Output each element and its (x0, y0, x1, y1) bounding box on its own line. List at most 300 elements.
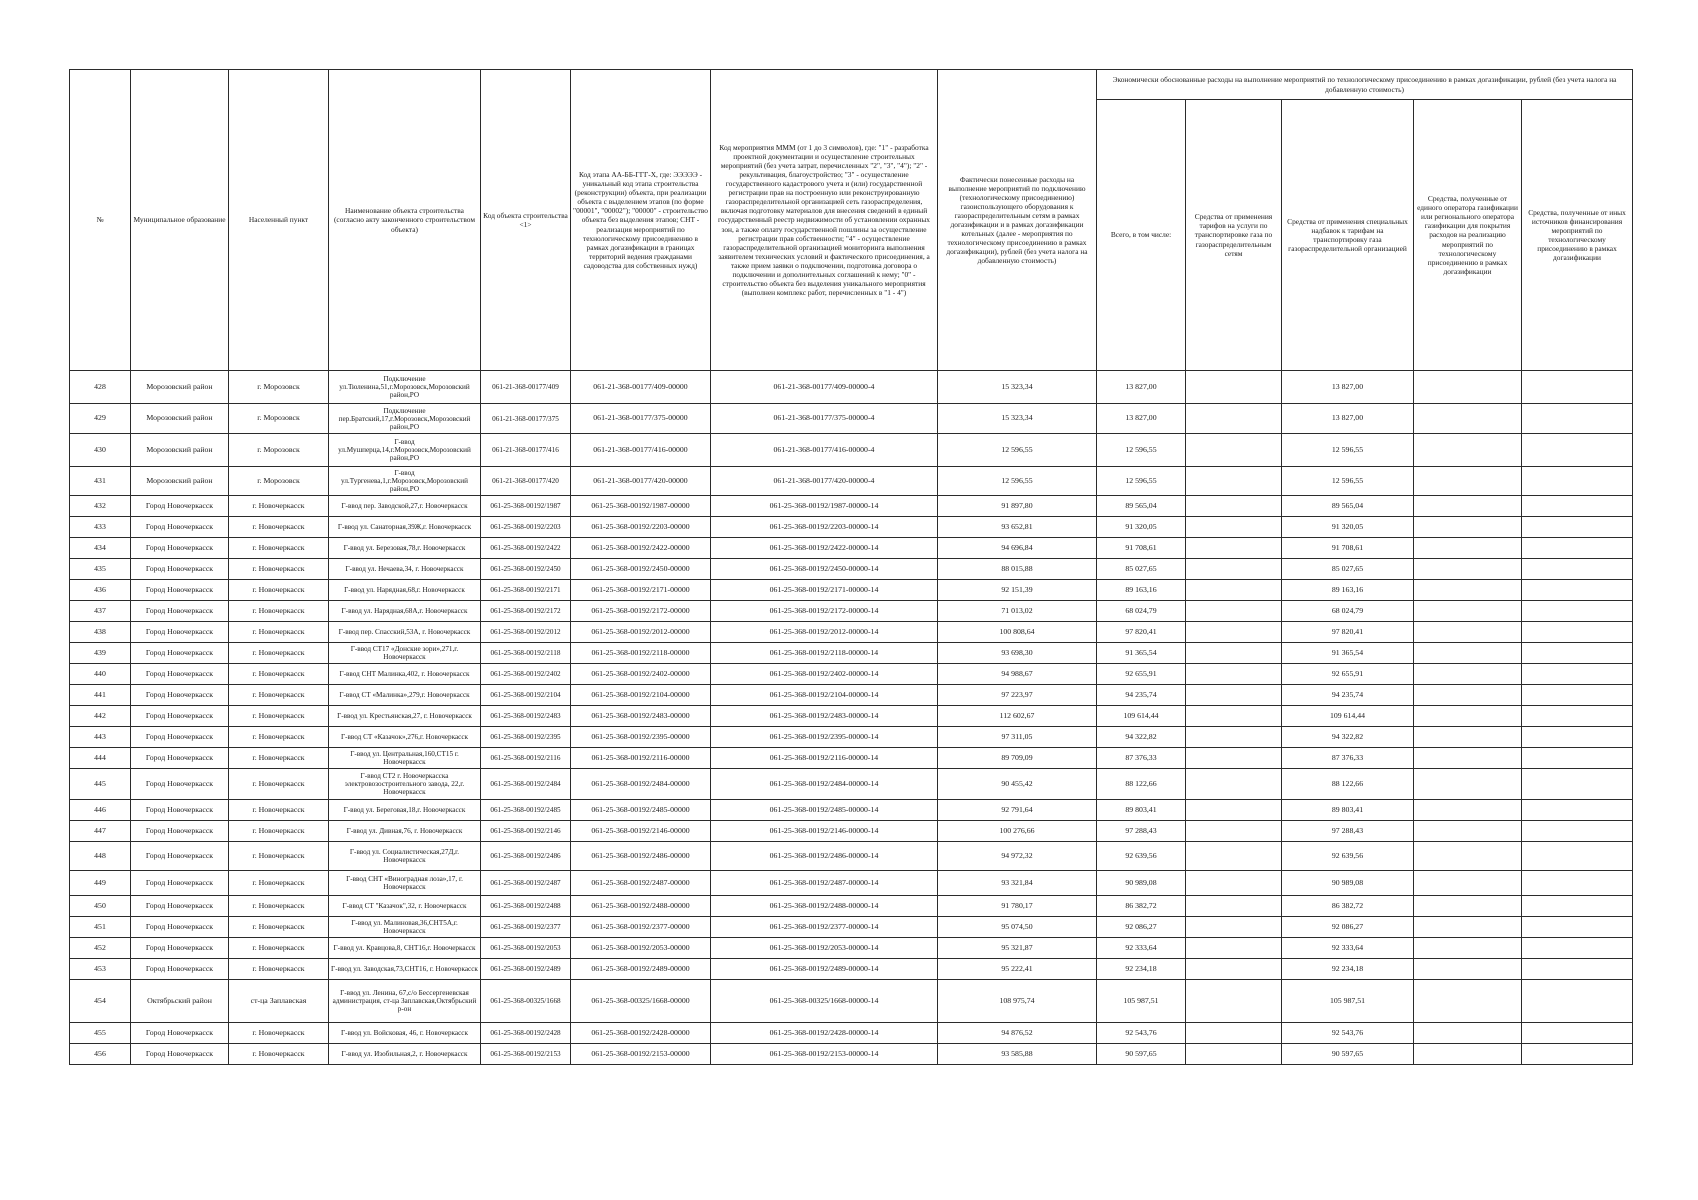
cell-settlement: г. Новочеркасск (229, 842, 329, 871)
cell-event-code: 061-25-368-00192/2171-00000-14 (711, 580, 938, 601)
cell-object-code: 061-25-368-00192/2484 (481, 769, 571, 800)
cell-total: 86 382,72 (1097, 896, 1186, 917)
cell-other (1522, 538, 1633, 559)
col-header-actual-costs: Фактически понесенные расходы на выполнение мероприятий по подключению (технологическому присоединению) газоиспользующего оборудования к газораспределительным сетям в рамках догазификации и в рамках догазификации котельных (далее - мероприятия по технологическому присоединению в рамках догазификации), рублей (без учета налога на добавленную стоимость) (938, 70, 1097, 371)
cell-actual-costs: 91 780,17 (938, 896, 1097, 917)
cell-surcharge: 94 322,82 (1282, 727, 1414, 748)
cell-no: 441 (70, 685, 131, 706)
cell-stage-code: 061-21-368-00177/420-00000 (571, 467, 711, 496)
cell-object-name: Г-ввод ул. Нечаева,34, г. Новочеркасск (329, 559, 481, 580)
table-row (70, 559, 1633, 580)
cell-object-name: Г-ввод ул. Нарядная,68,г. Новочеркасск (329, 580, 481, 601)
cell-settlement: г. Новочеркасск (229, 706, 329, 727)
table-row (70, 980, 1633, 1023)
col-header-stage-code: Код этапа АА-ББ-ГГГ-Х, где: ЭЭЭЭЭ - уникальный код этапа строительства (реконструкции) объекта, при реализации объекта с выделением этапов (по форме "00001", "00002"); "00000" - строительство объекта без выделения этапов; СНТ - реализация мероприятий по технологическому присоединению в рамках догазификации в границах территорий ведения гражданами садоводства для собственных нужд) (571, 70, 711, 371)
cell-operator (1414, 580, 1522, 601)
cell-municipality: Город Новочеркасск (131, 622, 229, 643)
cell-total: 88 122,66 (1097, 769, 1186, 800)
cell-other (1522, 748, 1633, 769)
cell-surcharge: 92 543,76 (1282, 1023, 1414, 1044)
cell-object-name: Г-ввод ул. Кравцова,8, СНТ16,г. Новочеркасск (329, 938, 481, 959)
cell-event-code: 061-25-368-00192/2422-00000-14 (711, 538, 938, 559)
cell-no: 456 (70, 1044, 131, 1065)
cell-actual-costs: 15 323,34 (938, 371, 1097, 404)
cell-operator (1414, 404, 1522, 434)
cell-surcharge: 13 827,00 (1282, 371, 1414, 404)
cell-tariff (1186, 706, 1282, 727)
cell-no: 452 (70, 938, 131, 959)
cell-stage-code: 061-25-368-00192/2485-00000 (571, 800, 711, 821)
cell-operator (1414, 538, 1522, 559)
cell-object-name: Г-ввод СТ "Казачок",32, г. Новочеркасск (329, 896, 481, 917)
cell-event-code: 061-25-368-00192/2153-00000-14 (711, 1044, 938, 1065)
cell-tariff (1186, 601, 1282, 622)
cell-total: 91 708,61 (1097, 538, 1186, 559)
cell-surcharge: 97 288,43 (1282, 821, 1414, 842)
cell-total: 68 024,79 (1097, 601, 1186, 622)
cell-other (1522, 601, 1633, 622)
cell-actual-costs: 94 876,52 (938, 1023, 1097, 1044)
connection-costs-table (69, 69, 1633, 1065)
col-header-event-code: Код мероприятия МММ (от 1 до 3 символов), где: "1" - разработка проектной документации и осуществление строительных мероприятий (без учета затрат, перечисленных "2", "3", "4"); "2" - рекультивация, благоустройство; "3" - осуществление государственного кадастрового учета и (или) государственной регистрации прав на построенную или реконструированную газораспределительной организацией сеть газораспределения, включая подготовку материалов для внесения сведений в единый государственный реестр недвижимости об установлении охранных зон, а также оплату государственной пошлины за осуществление регистрации прав собственности; "4" - осуществление газораспределительной организацией мониторинга выполнения заявителем технических условий и фактического присоединения, а также прием заявки о подключении, подготовка договора о подключении и дополнительных соглашений к нему; "0" - строительство объекта без выделения уникального мероприятия (выполнен комплекс работ, перечисленных в "1 - 4") (711, 70, 938, 371)
cell-settlement: г. Новочеркасск (229, 959, 329, 980)
cell-stage-code: 061-25-368-00192/2395-00000 (571, 727, 711, 748)
cell-tariff (1186, 496, 1282, 517)
cell-municipality: Город Новочеркасск (131, 938, 229, 959)
cell-no: 431 (70, 467, 131, 496)
cell-object-name: Г-ввод ул. Изобильная,2, г. Новочеркасск (329, 1044, 481, 1065)
cell-other (1522, 727, 1633, 748)
cell-settlement: г. Новочеркасск (229, 1044, 329, 1065)
cell-tariff (1186, 917, 1282, 938)
table-row (70, 800, 1633, 821)
cell-object-name: Г-ввод ул. Заводская,73,СНТ16, г. Новочеркасск (329, 959, 481, 980)
cell-surcharge: 92 655,91 (1282, 664, 1414, 685)
cell-settlement: г. Новочеркасск (229, 821, 329, 842)
cell-event-code: 061-25-368-00192/2104-00000-14 (711, 685, 938, 706)
cell-other (1522, 1023, 1633, 1044)
cell-settlement: г. Новочеркасск (229, 800, 329, 821)
cell-object-name: Г-ввод пер. Спасский,53А, г. Новочеркасск (329, 622, 481, 643)
cell-operator (1414, 769, 1522, 800)
cell-object-code: 061-25-368-00192/2104 (481, 685, 571, 706)
table-row (70, 727, 1633, 748)
cell-no: 449 (70, 871, 131, 896)
table-body (70, 371, 1633, 1065)
cell-actual-costs: 97 311,05 (938, 727, 1097, 748)
table-row (70, 917, 1633, 938)
cell-other (1522, 896, 1633, 917)
cell-no: 428 (70, 371, 131, 404)
cell-no: 439 (70, 643, 131, 664)
cell-object-name: Г-ввод ул. Нарядная,68А,г. Новочеркасск (329, 601, 481, 622)
cell-object-name: Г-ввод ул. Социалистическая,27Д,г. Новочеркасск (329, 842, 481, 871)
col-header-object-code: Код объекта строительства <1> (481, 70, 571, 371)
table-row (70, 769, 1633, 800)
cell-event-code: 061-25-368-00192/2395-00000-14 (711, 727, 938, 748)
cell-no: 443 (70, 727, 131, 748)
cell-other (1522, 800, 1633, 821)
cell-object-code: 061-25-368-00192/2116 (481, 748, 571, 769)
cell-actual-costs: 95 321,87 (938, 938, 1097, 959)
cell-settlement: г. Новочеркасск (229, 517, 329, 538)
cell-tariff (1186, 467, 1282, 496)
cell-municipality: Город Новочеркасск (131, 871, 229, 896)
cell-event-code: 061-25-368-00192/2483-00000-14 (711, 706, 938, 727)
document-sheet (69, 69, 1632, 1065)
cell-actual-costs: 88 015,88 (938, 559, 1097, 580)
cell-object-name: Г-ввод СТ «Малинка»,279,г. Новочеркасск (329, 685, 481, 706)
cell-municipality: Город Новочеркасск (131, 800, 229, 821)
cell-surcharge: 90 597,65 (1282, 1044, 1414, 1065)
cell-event-code: 061-25-368-00192/2488-00000-14 (711, 896, 938, 917)
cell-other (1522, 959, 1633, 980)
cell-object-code: 061-25-368-00192/2487 (481, 871, 571, 896)
cell-settlement: ст-ца Заплавская (229, 980, 329, 1023)
cell-municipality: Морозовский район (131, 434, 229, 467)
cell-event-code: 061-25-368-00192/2485-00000-14 (711, 800, 938, 821)
cell-object-code: 061-25-368-00192/2422 (481, 538, 571, 559)
cell-other (1522, 706, 1633, 727)
cell-object-name: Г-ввод СНТ «Виноградная лоза»,17, г. Новочеркасск (329, 871, 481, 896)
cell-municipality: Город Новочеркасск (131, 559, 229, 580)
col-header-total: Всего, в том числе: (1097, 100, 1186, 371)
cell-total: 97 820,41 (1097, 622, 1186, 643)
cell-operator (1414, 821, 1522, 842)
cell-stage-code: 061-21-368-00177/409-00000 (571, 371, 711, 404)
cell-stage-code: 061-21-368-00177/416-00000 (571, 434, 711, 467)
cell-total: 13 827,00 (1097, 404, 1186, 434)
cell-surcharge: 86 382,72 (1282, 896, 1414, 917)
cell-total: 94 235,74 (1097, 685, 1186, 706)
cell-event-code: 061-25-368-00192/2377-00000-14 (711, 917, 938, 938)
cell-surcharge: 92 639,56 (1282, 842, 1414, 871)
cell-operator (1414, 467, 1522, 496)
cell-municipality: Город Новочеркасск (131, 496, 229, 517)
cell-actual-costs: 94 988,67 (938, 664, 1097, 685)
cell-operator (1414, 748, 1522, 769)
cell-settlement: г. Новочеркасск (229, 917, 329, 938)
cell-municipality: Город Новочеркасск (131, 538, 229, 559)
cell-surcharge: 91 708,61 (1282, 538, 1414, 559)
cell-settlement: г. Новочеркасск (229, 559, 329, 580)
cell-settlement: г. Новочеркасск (229, 748, 329, 769)
table-row (70, 938, 1633, 959)
cell-actual-costs: 93 585,88 (938, 1044, 1097, 1065)
cell-surcharge: 97 820,41 (1282, 622, 1414, 643)
cell-settlement: г. Морозовск (229, 467, 329, 496)
cell-event-code: 061-25-368-00192/2118-00000-14 (711, 643, 938, 664)
cell-tariff (1186, 821, 1282, 842)
cell-stage-code: 061-25-368-00192/2484-00000 (571, 769, 711, 800)
cell-settlement: г. Морозовск (229, 371, 329, 404)
cell-operator (1414, 1044, 1522, 1065)
col-header-municipality: Муниципальное образование (131, 70, 229, 371)
cell-actual-costs: 108 975,74 (938, 980, 1097, 1023)
cell-operator (1414, 959, 1522, 980)
cell-object-code: 061-25-368-00192/2172 (481, 601, 571, 622)
cell-object-name: Г-ввод ул. Дивная,76, г. Новочеркасск (329, 821, 481, 842)
cell-municipality: Город Новочеркасск (131, 1023, 229, 1044)
cell-no: 433 (70, 517, 131, 538)
cell-stage-code: 061-25-368-00192/2487-00000 (571, 871, 711, 896)
cell-stage-code: 061-25-368-00192/2483-00000 (571, 706, 711, 727)
cell-stage-code: 061-25-368-00192/2118-00000 (571, 643, 711, 664)
cell-operator (1414, 706, 1522, 727)
cell-municipality: Морозовский район (131, 404, 229, 434)
cell-stage-code: 061-25-368-00192/2172-00000 (571, 601, 711, 622)
cell-settlement: г. Новочеркасск (229, 601, 329, 622)
cell-total: 92 543,76 (1097, 1023, 1186, 1044)
cell-settlement: г. Новочеркасск (229, 643, 329, 664)
table-row (70, 1044, 1633, 1065)
cell-operator (1414, 938, 1522, 959)
cell-object-name: Г-ввод СТ «Казачок»,276,г. Новочеркасск (329, 727, 481, 748)
cell-other (1522, 580, 1633, 601)
cell-municipality: Город Новочеркасск (131, 748, 229, 769)
cell-event-code: 061-25-368-00192/2486-00000-14 (711, 842, 938, 871)
cell-stage-code: 061-25-368-00192/2428-00000 (571, 1023, 711, 1044)
cell-object-code: 061-25-368-00192/2171 (481, 580, 571, 601)
cell-municipality: Город Новочеркасск (131, 685, 229, 706)
cell-municipality: Город Новочеркасск (131, 517, 229, 538)
cell-operator (1414, 496, 1522, 517)
cell-no: 440 (70, 664, 131, 685)
cell-no: 429 (70, 404, 131, 434)
cell-surcharge: 85 027,65 (1282, 559, 1414, 580)
cell-total: 89 803,41 (1097, 800, 1186, 821)
cell-operator (1414, 517, 1522, 538)
cell-tariff (1186, 371, 1282, 404)
cell-stage-code: 061-25-368-00192/2422-00000 (571, 538, 711, 559)
cell-stage-code: 061-25-368-00192/2488-00000 (571, 896, 711, 917)
cell-settlement: г. Новочеркасск (229, 580, 329, 601)
cell-total: 91 320,05 (1097, 517, 1186, 538)
cell-operator (1414, 871, 1522, 896)
cell-stage-code: 061-21-368-00177/375-00000 (571, 404, 711, 434)
cell-operator (1414, 643, 1522, 664)
cell-object-name: Подключение ул.Тюленина,51,г.Морозовск,Морозовский район,РО (329, 371, 481, 404)
cell-municipality: Город Новочеркасск (131, 821, 229, 842)
cell-municipality: Город Новочеркасск (131, 896, 229, 917)
cell-municipality: Город Новочеркасск (131, 727, 229, 748)
cell-tariff (1186, 643, 1282, 664)
cell-operator (1414, 685, 1522, 706)
cell-municipality: Октябрьский район (131, 980, 229, 1023)
table-row (70, 538, 1633, 559)
cell-municipality: Морозовский район (131, 467, 229, 496)
cell-stage-code: 061-25-368-00192/1987-00000 (571, 496, 711, 517)
cell-event-code: 061-25-368-00192/2116-00000-14 (711, 748, 938, 769)
cell-other (1522, 842, 1633, 871)
cell-surcharge: 13 827,00 (1282, 404, 1414, 434)
table-row (70, 467, 1633, 496)
cell-total: 92 639,56 (1097, 842, 1186, 871)
cell-total: 89 565,04 (1097, 496, 1186, 517)
cell-settlement: г. Новочеркасск (229, 769, 329, 800)
cell-settlement: г. Морозовск (229, 404, 329, 434)
cell-municipality: Город Новочеркасск (131, 706, 229, 727)
cell-no: 451 (70, 917, 131, 938)
cell-other (1522, 643, 1633, 664)
cell-operator (1414, 559, 1522, 580)
cell-actual-costs: 93 652,81 (938, 517, 1097, 538)
table-row (70, 371, 1633, 404)
cell-no: 453 (70, 959, 131, 980)
cell-total: 12 596,55 (1097, 467, 1186, 496)
cell-object-name: Г-ввод ул. Центральная,160,СТ15 г. Новочеркасск (329, 748, 481, 769)
col-header-economic-group: Экономически обоснованные расходы на выполнение мероприятий по технологическому присоединению в рамках догазификации, рублей (без учета налога на добавленную стоимость) (1097, 70, 1633, 100)
cell-actual-costs: 92 791,64 (938, 800, 1097, 821)
cell-surcharge: 12 596,55 (1282, 434, 1414, 467)
cell-actual-costs: 94 972,32 (938, 842, 1097, 871)
cell-event-code: 061-25-368-00192/2053-00000-14 (711, 938, 938, 959)
cell-other (1522, 622, 1633, 643)
cell-object-code: 061-25-368-00192/2489 (481, 959, 571, 980)
cell-object-name: Г-ввод ул. Малиновая,36,СНТ5А,г. Новочеркасск (329, 917, 481, 938)
cell-settlement: г. Новочеркасск (229, 685, 329, 706)
cell-no: 438 (70, 622, 131, 643)
table-row (70, 601, 1633, 622)
cell-object-code: 061-25-368-00192/2485 (481, 800, 571, 821)
cell-municipality: Город Новочеркасск (131, 643, 229, 664)
cell-object-name: Г-ввод ул. Береговая,18,г. Новочеркасск (329, 800, 481, 821)
cell-total: 92 333,64 (1097, 938, 1186, 959)
cell-tariff (1186, 1044, 1282, 1065)
cell-municipality: Город Новочеркасск (131, 917, 229, 938)
cell-total: 109 614,44 (1097, 706, 1186, 727)
cell-actual-costs: 100 276,66 (938, 821, 1097, 842)
cell-other (1522, 685, 1633, 706)
table-row (70, 896, 1633, 917)
cell-surcharge: 92 086,27 (1282, 917, 1414, 938)
cell-object-name: Г-ввод ул. Войсковая, 46, г. Новочеркасск (329, 1023, 481, 1044)
cell-settlement: г. Новочеркасск (229, 622, 329, 643)
cell-operator (1414, 727, 1522, 748)
cell-object-code: 061-25-368-00192/2488 (481, 896, 571, 917)
cell-surcharge: 105 987,51 (1282, 980, 1414, 1023)
table-row (70, 871, 1633, 896)
cell-stage-code: 061-25-368-00192/2104-00000 (571, 685, 711, 706)
cell-tariff (1186, 842, 1282, 871)
table-row (70, 517, 1633, 538)
cell-object-code: 061-21-368-00177/409 (481, 371, 571, 404)
cell-stage-code: 061-25-368-00192/2153-00000 (571, 1044, 711, 1065)
cell-settlement: г. Новочеркасск (229, 896, 329, 917)
cell-tariff (1186, 727, 1282, 748)
cell-event-code: 061-25-368-00192/2402-00000-14 (711, 664, 938, 685)
cell-operator (1414, 980, 1522, 1023)
cell-object-code: 061-25-368-00192/2428 (481, 1023, 571, 1044)
cell-no: 430 (70, 434, 131, 467)
cell-total: 94 322,82 (1097, 727, 1186, 748)
cell-other (1522, 1044, 1633, 1065)
cell-municipality: Город Новочеркасск (131, 769, 229, 800)
cell-actual-costs: 12 596,55 (938, 467, 1097, 496)
cell-total: 97 288,43 (1097, 821, 1186, 842)
cell-surcharge: 90 989,08 (1282, 871, 1414, 896)
cell-event-code: 061-21-368-00177/409-00000-4 (711, 371, 938, 404)
cell-surcharge: 68 024,79 (1282, 601, 1414, 622)
cell-tariff (1186, 517, 1282, 538)
cell-no: 454 (70, 980, 131, 1023)
cell-object-name: Г-ввод СТ17 «Донские зори»,271,г. Новочеркасск (329, 643, 481, 664)
cell-object-name: Г-ввод ул.Мушперца,14,г.Морозовск,Морозовский район,РО (329, 434, 481, 467)
cell-total: 12 596,55 (1097, 434, 1186, 467)
cell-stage-code: 061-25-368-00192/2171-00000 (571, 580, 711, 601)
cell-surcharge: 89 803,41 (1282, 800, 1414, 821)
cell-municipality: Город Новочеркасск (131, 580, 229, 601)
cell-object-code: 061-25-368-00192/2377 (481, 917, 571, 938)
cell-tariff (1186, 871, 1282, 896)
cell-tariff (1186, 1023, 1282, 1044)
cell-object-code: 061-25-368-00192/2012 (481, 622, 571, 643)
table-row (70, 664, 1633, 685)
cell-event-code: 061-25-368-00192/2172-00000-14 (711, 601, 938, 622)
cell-stage-code: 061-25-368-00192/2402-00000 (571, 664, 711, 685)
cell-total: 92 655,91 (1097, 664, 1186, 685)
cell-actual-costs: 93 321,84 (938, 871, 1097, 896)
cell-no: 446 (70, 800, 131, 821)
cell-tariff (1186, 748, 1282, 769)
cell-other (1522, 496, 1633, 517)
cell-object-name: Г-ввод СНТ Малинка,402, г. Новочеркасск (329, 664, 481, 685)
cell-surcharge: 109 614,44 (1282, 706, 1414, 727)
cell-stage-code: 061-25-368-00192/2489-00000 (571, 959, 711, 980)
cell-object-name: Г-ввод пер. Заводской,27,г. Новочеркасск (329, 496, 481, 517)
cell-other (1522, 404, 1633, 434)
cell-total: 87 376,33 (1097, 748, 1186, 769)
cell-settlement: г. Новочеркасск (229, 538, 329, 559)
cell-object-code: 061-25-368-00192/2053 (481, 938, 571, 959)
cell-actual-costs: 97 223,97 (938, 685, 1097, 706)
cell-actual-costs: 90 455,42 (938, 769, 1097, 800)
cell-object-name: Г-ввод ул. Ленина, 67,с/о Бессергеневская администрация, ст-ца Заплавская,Октябрьский р-он (329, 980, 481, 1023)
col-header-surcharge: Средства от применения специальных надбавок к тарифам на транспортировку газа газораспределительной организацией (1282, 100, 1414, 371)
col-header-settlement: Населенный пункт (229, 70, 329, 371)
cell-other (1522, 467, 1633, 496)
cell-event-code: 061-21-368-00177/420-00000-4 (711, 467, 938, 496)
cell-actual-costs: 95 074,50 (938, 917, 1097, 938)
table-row (70, 959, 1633, 980)
cell-stage-code: 061-25-368-00192/2377-00000 (571, 917, 711, 938)
cell-other (1522, 371, 1633, 404)
cell-total: 85 027,65 (1097, 559, 1186, 580)
cell-actual-costs: 112 602,67 (938, 706, 1097, 727)
cell-tariff (1186, 800, 1282, 821)
cell-event-code: 061-25-368-00192/2012-00000-14 (711, 622, 938, 643)
col-header-operator: Средства, полученные от единого оператора газификации или регионального оператора газификации для покрытия расходов на реализацию мероприятий по технологическому присоединению в рамках догазификации (1414, 100, 1522, 371)
cell-object-name: Подключение пер.Братский,17,г.Морозовск,Морозовский район,РО (329, 404, 481, 434)
table-row (70, 622, 1633, 643)
cell-object-code: 061-25-368-00192/2153 (481, 1044, 571, 1065)
table-row (70, 706, 1633, 727)
col-header-other: Средства, полученные от иных источников финансирования мероприятий по технологическому присоединению в рамках догазификации (1522, 100, 1633, 371)
cell-municipality: Город Новочеркасск (131, 959, 229, 980)
cell-stage-code: 061-25-368-00192/2053-00000 (571, 938, 711, 959)
cell-stage-code: 061-25-368-00192/2203-00000 (571, 517, 711, 538)
cell-no: 444 (70, 748, 131, 769)
cell-total: 90 597,65 (1097, 1044, 1186, 1065)
cell-actual-costs: 89 709,09 (938, 748, 1097, 769)
cell-other (1522, 559, 1633, 580)
cell-event-code: 061-25-368-00325/1668-00000-14 (711, 980, 938, 1023)
cell-operator (1414, 896, 1522, 917)
cell-tariff (1186, 434, 1282, 467)
cell-surcharge: 87 376,33 (1282, 748, 1414, 769)
cell-surcharge: 12 596,55 (1282, 467, 1414, 496)
cell-operator (1414, 664, 1522, 685)
